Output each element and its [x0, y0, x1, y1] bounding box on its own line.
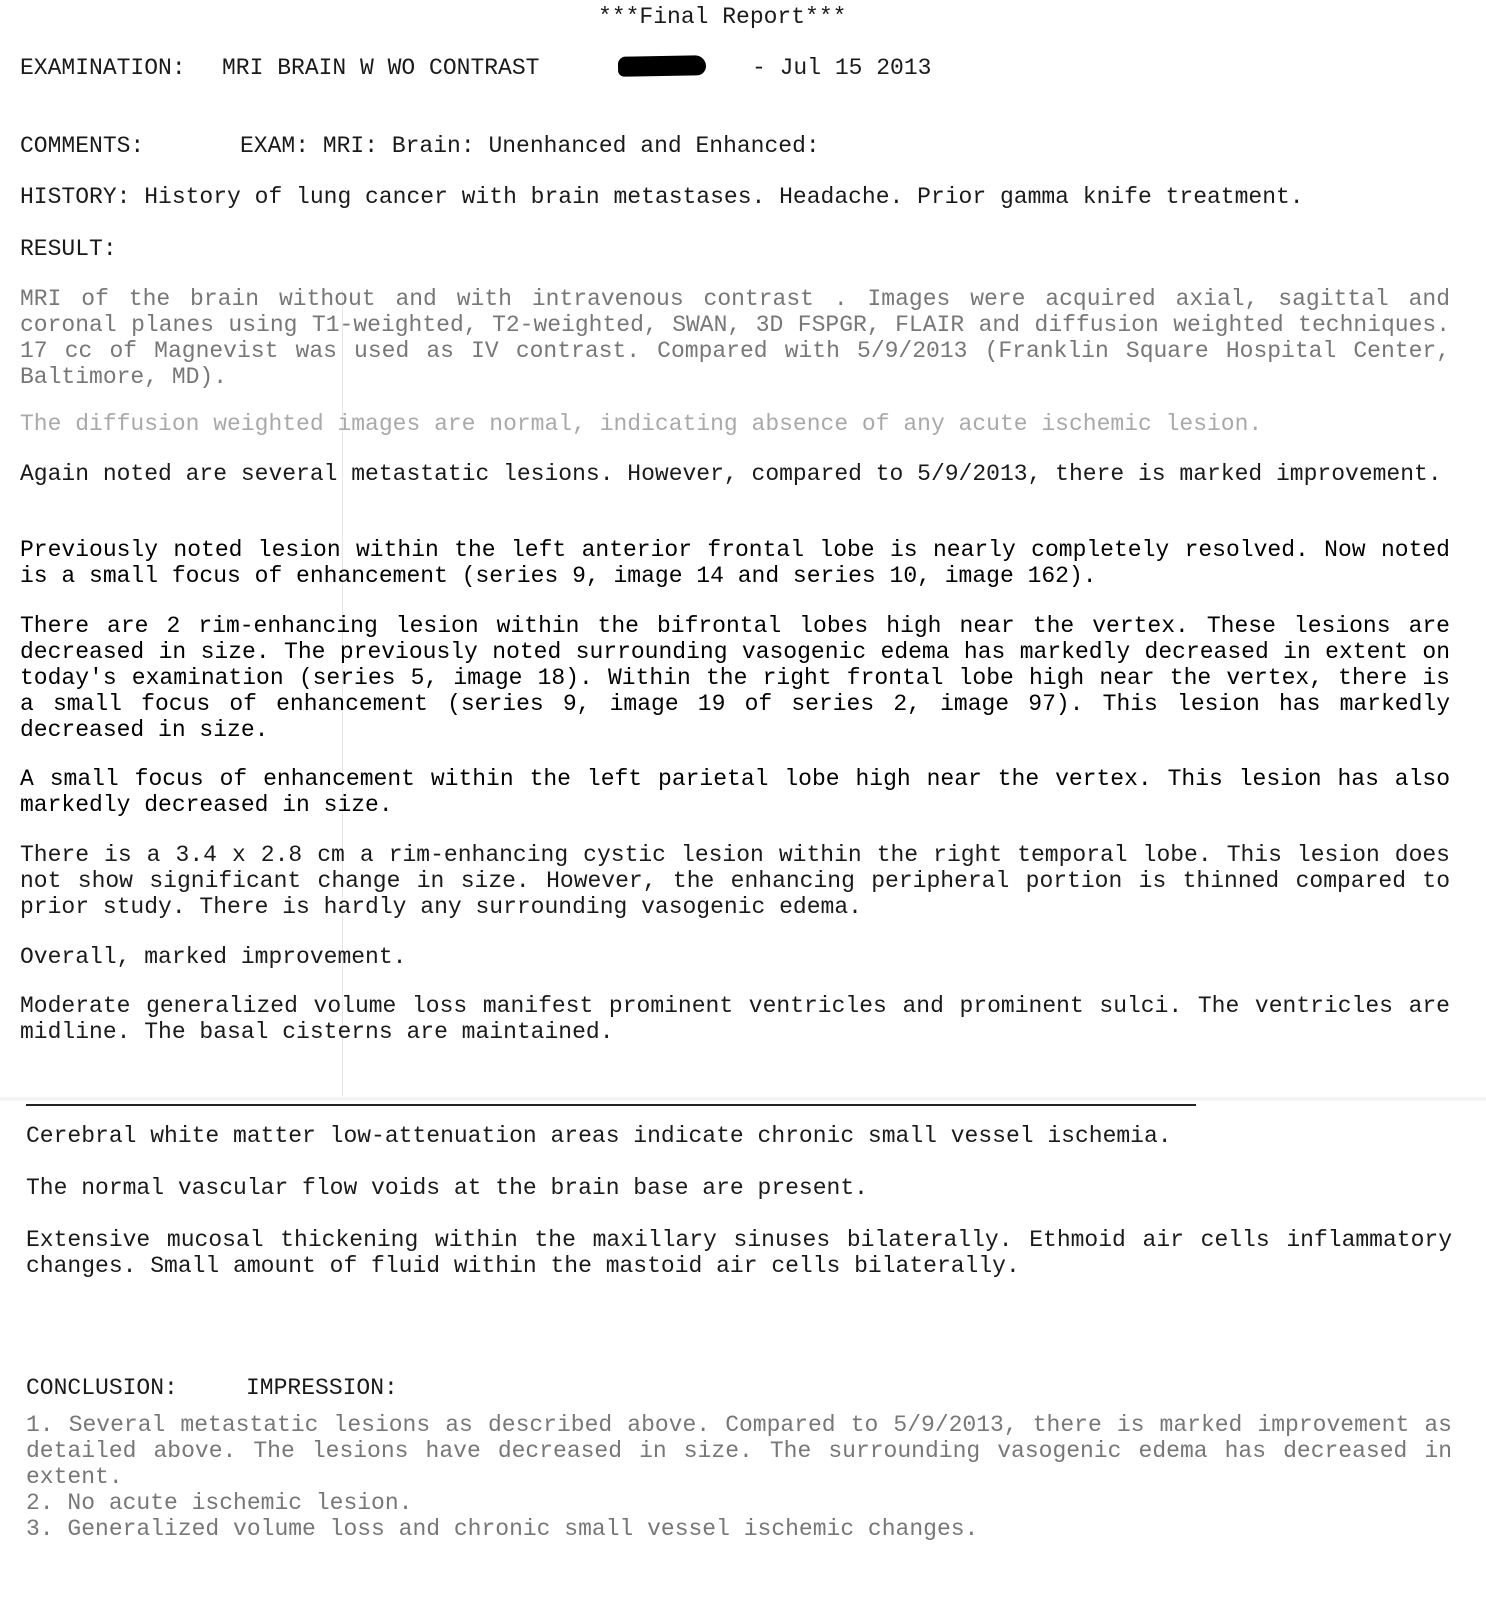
- history-text: HISTORY: History of lung cancer with brain metastases. Headache. Prior gamma knife treatment.: [20, 184, 1304, 210]
- examination-value: MRI BRAIN W WO CONTRAST: [222, 55, 540, 81]
- lower-paragraph: The normal vascular flow voids at the brain base are present.: [26, 1175, 868, 1201]
- examination-label: EXAMINATION:: [20, 55, 186, 81]
- examination-date: - Jul 15 2013: [752, 55, 932, 81]
- result-paragraph: There are 2 rim-enhancing lesion within the bifrontal lobes high near the vertex. These lesions are decreased in size. The previously noted surrounding vasogenic edema has markedly decreased in extent on today's examination (series 5, image 18). Within the right frontal lobe high near the vertex, there is a small focus of enhancement (series 9, image 19 of series 2, image 97). This lesion has markedly decreased in size.: [20, 613, 1450, 743]
- result-paragraph: Previously noted lesion within the left anterior frontal lobe is nearly completely resolved. Now noted is a small focus of enhancement (series 9, image 14 and series 10, image 162).: [20, 537, 1450, 589]
- report-title: ***Final Report***: [598, 4, 847, 30]
- result-paragraph: The diffusion weighted images are normal, indicating absence of any acute ischemic lesion.: [20, 411, 1263, 437]
- result-paragraph: Overall, marked improvement.: [20, 944, 407, 970]
- result-paragraph: A small focus of enhancement within the left parietal lobe high near the vertex. This lesion has also markedly decreased in size.: [20, 766, 1450, 818]
- page-fold: [0, 1096, 1486, 1102]
- redaction-mark: [618, 55, 706, 77]
- result-label: RESULT:: [20, 236, 117, 262]
- result-paragraph: There is a 3.4 x 2.8 cm a rim-enhancing cystic lesion within the right temporal lobe. This lesion does not show significant change in size. However, the enhancing peripheral portion is thinned compared to prior study. There is hardly any surrounding vasogenic edema.: [20, 842, 1450, 920]
- comments-label: COMMENTS:: [20, 133, 145, 159]
- result-paragraph: Moderate generalized volume loss manifest prominent ventricles and prominent sulci. The ventricles are midline. The basal cisterns are maintained.: [20, 993, 1450, 1045]
- comments-value: EXAM: MRI: Brain: Unenhanced and Enhanced:: [240, 133, 820, 159]
- impression-label: IMPRESSION:: [246, 1375, 398, 1401]
- conclusion-label: CONCLUSION:: [26, 1375, 178, 1401]
- result-paragraph: Again noted are several metastatic lesions. However, compared to 5/9/2013, there is marked improvement.: [20, 461, 1442, 487]
- impression-item: 2. No acute ischemic lesion.: [26, 1490, 413, 1516]
- impression-item: 3. Generalized volume loss and chronic small vessel ischemic changes.: [26, 1516, 979, 1542]
- lower-paragraph: Extensive mucosal thickening within the maxillary sinuses bilaterally. Ethmoid air cells inflammatory changes. Small amount of fluid within the mastoid air cells bilaterally.: [26, 1227, 1452, 1279]
- impression-item: 1. Several metastatic lesions as described above. Compared to 5/9/2013, there is marked improvement as detailed above. The lesions have decreased in size. The surrounding vasogenic edema has decreased in extent.: [26, 1412, 1452, 1490]
- section-divider: [26, 1104, 1196, 1106]
- lower-paragraph: Cerebral white matter low-attenuation areas indicate chronic small vessel ischemia.: [26, 1123, 1172, 1149]
- result-paragraph: MRI of the brain without and with intravenous contrast . Images were acquired axial, sagittal and coronal planes using T1-weighted, T2-weighted, SWAN, 3D FSPGR, FLAIR and diffusion weighted techniques. 17 cc of Magnevist was used as IV contrast. Compared with 5/9/2013 (Franklin Square Hospital Center, Baltimore, MD).: [20, 286, 1450, 390]
